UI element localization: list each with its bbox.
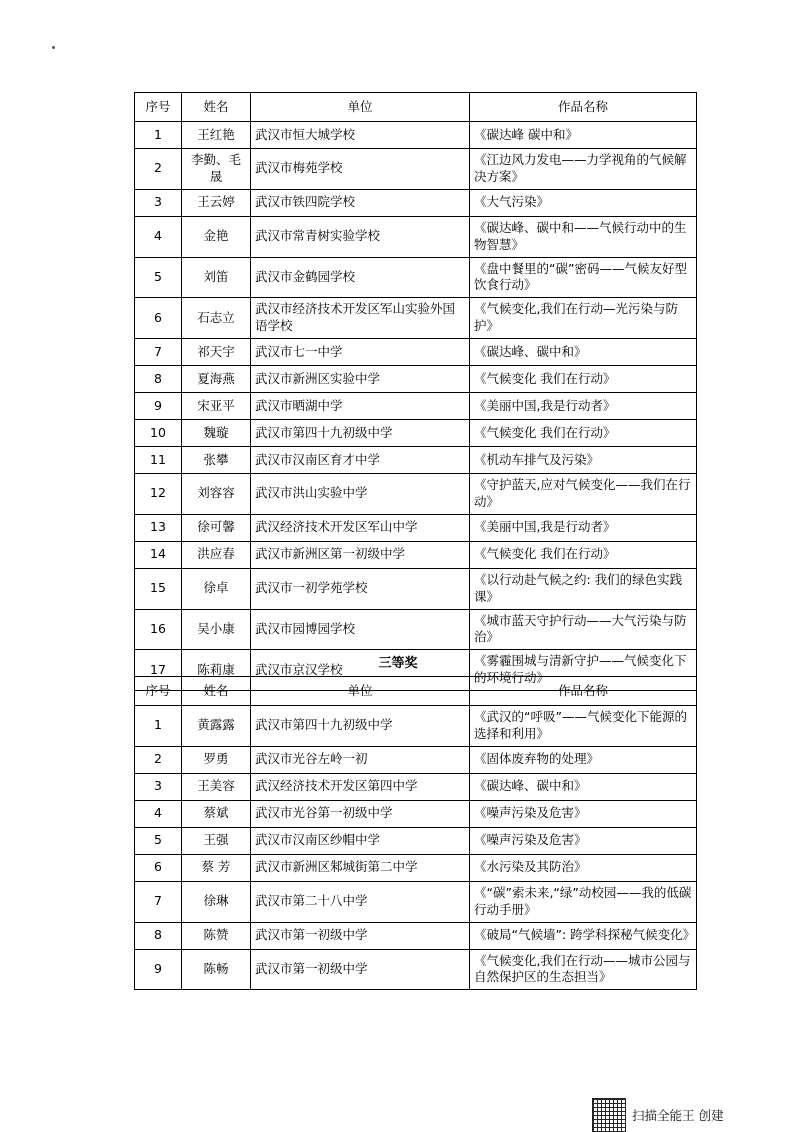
page-marker-dot bbox=[52, 46, 55, 49]
cell-name: 王红艳 bbox=[182, 122, 251, 149]
cell-no: 2 bbox=[135, 149, 182, 190]
table-row bbox=[135, 800, 697, 827]
cell-unit: 武汉市光谷第一初级中学 bbox=[251, 800, 470, 827]
table-row bbox=[135, 189, 697, 216]
cell-no: 16 bbox=[135, 609, 182, 650]
cell-no: 10 bbox=[135, 420, 182, 447]
cell-name: 徐琳 bbox=[182, 881, 251, 922]
cell-name: 陈赞 bbox=[182, 922, 251, 949]
cell-work: 《守护蓝天,应对气候变化——我们在行动》 bbox=[470, 474, 697, 515]
table-row bbox=[135, 474, 697, 515]
cell-name: 罗勇 bbox=[182, 746, 251, 773]
cell-name: 魏璇 bbox=[182, 420, 251, 447]
cell-work: 《碳达峰、碳中和》 bbox=[470, 773, 697, 800]
table-row bbox=[135, 149, 697, 190]
cell-name: 张攀 bbox=[182, 447, 251, 474]
cell-work: 《机动车排气及污染》 bbox=[470, 447, 697, 474]
scan-stamp bbox=[592, 1098, 723, 1132]
cell-unit: 武汉市一初学苑学校 bbox=[251, 568, 470, 609]
cell-unit: 武汉市京汉学校 bbox=[251, 650, 470, 691]
table-row bbox=[135, 854, 697, 881]
cell-unit: 武汉市园博园学校 bbox=[251, 609, 470, 650]
cell-unit: 武汉市常青树实验学校 bbox=[251, 216, 470, 257]
cell-work: 《气候变化 我们在行动》 bbox=[470, 541, 697, 568]
table-row bbox=[135, 339, 697, 366]
table-row bbox=[135, 393, 697, 420]
section-title: 三等奖 bbox=[378, 656, 418, 671]
cell-work: 《美丽中国,我是行动者》 bbox=[470, 514, 697, 541]
table-header-row bbox=[135, 677, 697, 706]
column-header-work: 作品名称 bbox=[470, 677, 697, 706]
cell-name: 宋亚平 bbox=[182, 393, 251, 420]
qr-code-icon bbox=[592, 1098, 626, 1132]
table-row bbox=[135, 922, 697, 949]
cell-no: 6 bbox=[135, 854, 182, 881]
cell-unit: 武汉市金鹤园学校 bbox=[251, 257, 470, 298]
table-row bbox=[135, 298, 697, 339]
table-row bbox=[135, 541, 697, 568]
cell-work: 《气候变化,我们在行动—光污染与防护》 bbox=[470, 298, 697, 339]
cell-name: 祁天宇 bbox=[182, 339, 251, 366]
cell-unit: 武汉市洪山实验中学 bbox=[251, 474, 470, 515]
cell-unit: 武汉市第四十九初级中学 bbox=[251, 706, 470, 747]
cell-no: 4 bbox=[135, 216, 182, 257]
cell-name: 徐卓 bbox=[182, 568, 251, 609]
table-row bbox=[135, 216, 697, 257]
cell-work: 《盘中餐里的“碳”密码——气候友好型饮食行动》 bbox=[470, 257, 697, 298]
cell-name: 王云婷 bbox=[182, 189, 251, 216]
cell-no: 5 bbox=[135, 257, 182, 298]
column-header-name: 姓名 bbox=[182, 677, 251, 706]
table-row bbox=[135, 881, 697, 922]
cell-unit: 武汉市汉南区育才中学 bbox=[251, 447, 470, 474]
cell-no: 8 bbox=[135, 366, 182, 393]
cell-unit: 武汉市经济技术开发区军山实验外国语学校 bbox=[251, 298, 470, 339]
column-header-unit: 单位 bbox=[251, 677, 470, 706]
cell-name: 蔡斌 bbox=[182, 800, 251, 827]
cell-no: 7 bbox=[135, 881, 182, 922]
cell-no: 17 bbox=[135, 650, 182, 691]
cell-unit: 武汉市恒大城学校 bbox=[251, 122, 470, 149]
table-row bbox=[135, 257, 697, 298]
cell-work: 《噪声污染及危害》 bbox=[470, 827, 697, 854]
table-row bbox=[135, 122, 697, 149]
cell-work: 《气候变化 我们在行动》 bbox=[470, 366, 697, 393]
cell-name: 陈畅 bbox=[182, 949, 251, 990]
cell-unit: 武汉市新洲区第一初级中学 bbox=[251, 541, 470, 568]
table-row bbox=[135, 568, 697, 609]
cell-work: 《水污染及其防治》 bbox=[470, 854, 697, 881]
cell-unit: 武汉市梅苑学校 bbox=[251, 149, 470, 190]
cell-name: 徐可馨 bbox=[182, 514, 251, 541]
award-table-third-container bbox=[134, 676, 696, 990]
cell-work: 《破局“气候墙”: 跨学科探秘气候变化》 bbox=[470, 922, 697, 949]
cell-no: 13 bbox=[135, 514, 182, 541]
table-header bbox=[135, 93, 697, 122]
award-table-third bbox=[134, 676, 697, 990]
cell-no: 3 bbox=[135, 773, 182, 800]
cell-name: 刘容容 bbox=[182, 474, 251, 515]
table-row bbox=[135, 447, 697, 474]
award-table-second-container bbox=[134, 92, 691, 691]
cell-unit: 武汉经济技术开发区军山中学 bbox=[251, 514, 470, 541]
cell-unit: 武汉市光谷左岭一初 bbox=[251, 746, 470, 773]
cell-name: 蔡 芳 bbox=[182, 854, 251, 881]
cell-work: 《碳达峰、碳中和》 bbox=[470, 339, 697, 366]
cell-no: 5 bbox=[135, 827, 182, 854]
cell-work: 《以行动赴气候之约: 我们的绿色实践课》 bbox=[470, 568, 697, 609]
column-header-name: 姓名 bbox=[182, 93, 251, 122]
cell-no: 4 bbox=[135, 800, 182, 827]
cell-unit: 武汉市新洲区邾城街第二中学 bbox=[251, 854, 470, 881]
cell-work: 《美丽中国,我是行动者》 bbox=[470, 393, 697, 420]
cell-no: 7 bbox=[135, 339, 182, 366]
table-header-row bbox=[135, 93, 697, 122]
cell-name: 陈莉康 bbox=[182, 650, 251, 691]
table-body bbox=[135, 122, 697, 691]
cell-work: 《气候变化,我们在行动——城市公园与自然保护区的生态担当》 bbox=[470, 949, 697, 990]
table-row bbox=[135, 706, 697, 747]
cell-work: 《雾霾围城与清新守护——气候变化下的环境行动》 bbox=[470, 650, 697, 691]
cell-name: 吴小康 bbox=[182, 609, 251, 650]
cell-no: 8 bbox=[135, 922, 182, 949]
cell-work: 《碳达峰、碳中和——气候行动中的生物智慧》 bbox=[470, 216, 697, 257]
table-body bbox=[135, 706, 697, 990]
cell-no: 6 bbox=[135, 298, 182, 339]
cell-name: 洪应春 bbox=[182, 541, 251, 568]
cell-work: 《噪声污染及危害》 bbox=[470, 800, 697, 827]
cell-unit: 武汉市第二十八中学 bbox=[251, 881, 470, 922]
column-header-no: 序号 bbox=[135, 677, 182, 706]
scan-stamp-label: 扫描全能王 创建 bbox=[632, 1108, 724, 1123]
table-header bbox=[135, 677, 697, 706]
cell-name: 刘笛 bbox=[182, 257, 251, 298]
cell-work: 《固体废弃物的处理》 bbox=[470, 746, 697, 773]
cell-no: 1 bbox=[135, 122, 182, 149]
cell-name: 夏海燕 bbox=[182, 366, 251, 393]
cell-unit: 武汉经济技术开发区第四中学 bbox=[251, 773, 470, 800]
table-row bbox=[135, 827, 697, 854]
cell-unit: 武汉市铁四院学校 bbox=[251, 189, 470, 216]
cell-unit: 武汉市汉南区纱帽中学 bbox=[251, 827, 470, 854]
cell-unit: 武汉市第一初级中学 bbox=[251, 922, 470, 949]
table-row bbox=[135, 746, 697, 773]
cell-no: 11 bbox=[135, 447, 182, 474]
table-row bbox=[135, 420, 697, 447]
cell-work: 《城市蓝天守护行动——大气污染与防治》 bbox=[470, 609, 697, 650]
cell-work: 《气候变化 我们在行动》 bbox=[470, 420, 697, 447]
cell-no: 12 bbox=[135, 474, 182, 515]
table-row bbox=[135, 773, 697, 800]
table-row bbox=[135, 514, 697, 541]
cell-work: 《江边风力发电——力学视角的气候解决方案》 bbox=[470, 149, 697, 190]
column-header-no: 序号 bbox=[135, 93, 182, 122]
table-row bbox=[135, 949, 697, 990]
award-table-second bbox=[134, 92, 697, 691]
cell-work: 《大气污染》 bbox=[470, 189, 697, 216]
cell-work: 《碳达峰 碳中和》 bbox=[470, 122, 697, 149]
cell-work: 《“碳”索未来,“绿”动校园——我的低碳行动手册》 bbox=[470, 881, 697, 922]
cell-no: 9 bbox=[135, 949, 182, 990]
cell-unit: 武汉市第四十九初级中学 bbox=[251, 420, 470, 447]
cell-name: 王强 bbox=[182, 827, 251, 854]
cell-name: 李勤、毛晟 bbox=[182, 149, 251, 190]
cell-name: 黄露露 bbox=[182, 706, 251, 747]
cell-no: 14 bbox=[135, 541, 182, 568]
cell-unit: 武汉市七一中学 bbox=[251, 339, 470, 366]
table-row bbox=[135, 366, 697, 393]
column-header-work: 作品名称 bbox=[470, 93, 697, 122]
cell-no: 9 bbox=[135, 393, 182, 420]
cell-no: 3 bbox=[135, 189, 182, 216]
cell-no: 1 bbox=[135, 706, 182, 747]
cell-work: 《武汉的“呼吸”——气候变化下能源的选择和利用》 bbox=[470, 706, 697, 747]
cell-unit: 武汉市新洲区实验中学 bbox=[251, 366, 470, 393]
table-row bbox=[135, 609, 697, 650]
column-header-unit: 单位 bbox=[251, 93, 470, 122]
cell-unit: 武汉市晒湖中学 bbox=[251, 393, 470, 420]
cell-no: 2 bbox=[135, 746, 182, 773]
cell-no: 15 bbox=[135, 568, 182, 609]
cell-name: 石志立 bbox=[182, 298, 251, 339]
cell-unit: 武汉市第一初级中学 bbox=[251, 949, 470, 990]
cell-name: 金艳 bbox=[182, 216, 251, 257]
cell-name: 王美容 bbox=[182, 773, 251, 800]
